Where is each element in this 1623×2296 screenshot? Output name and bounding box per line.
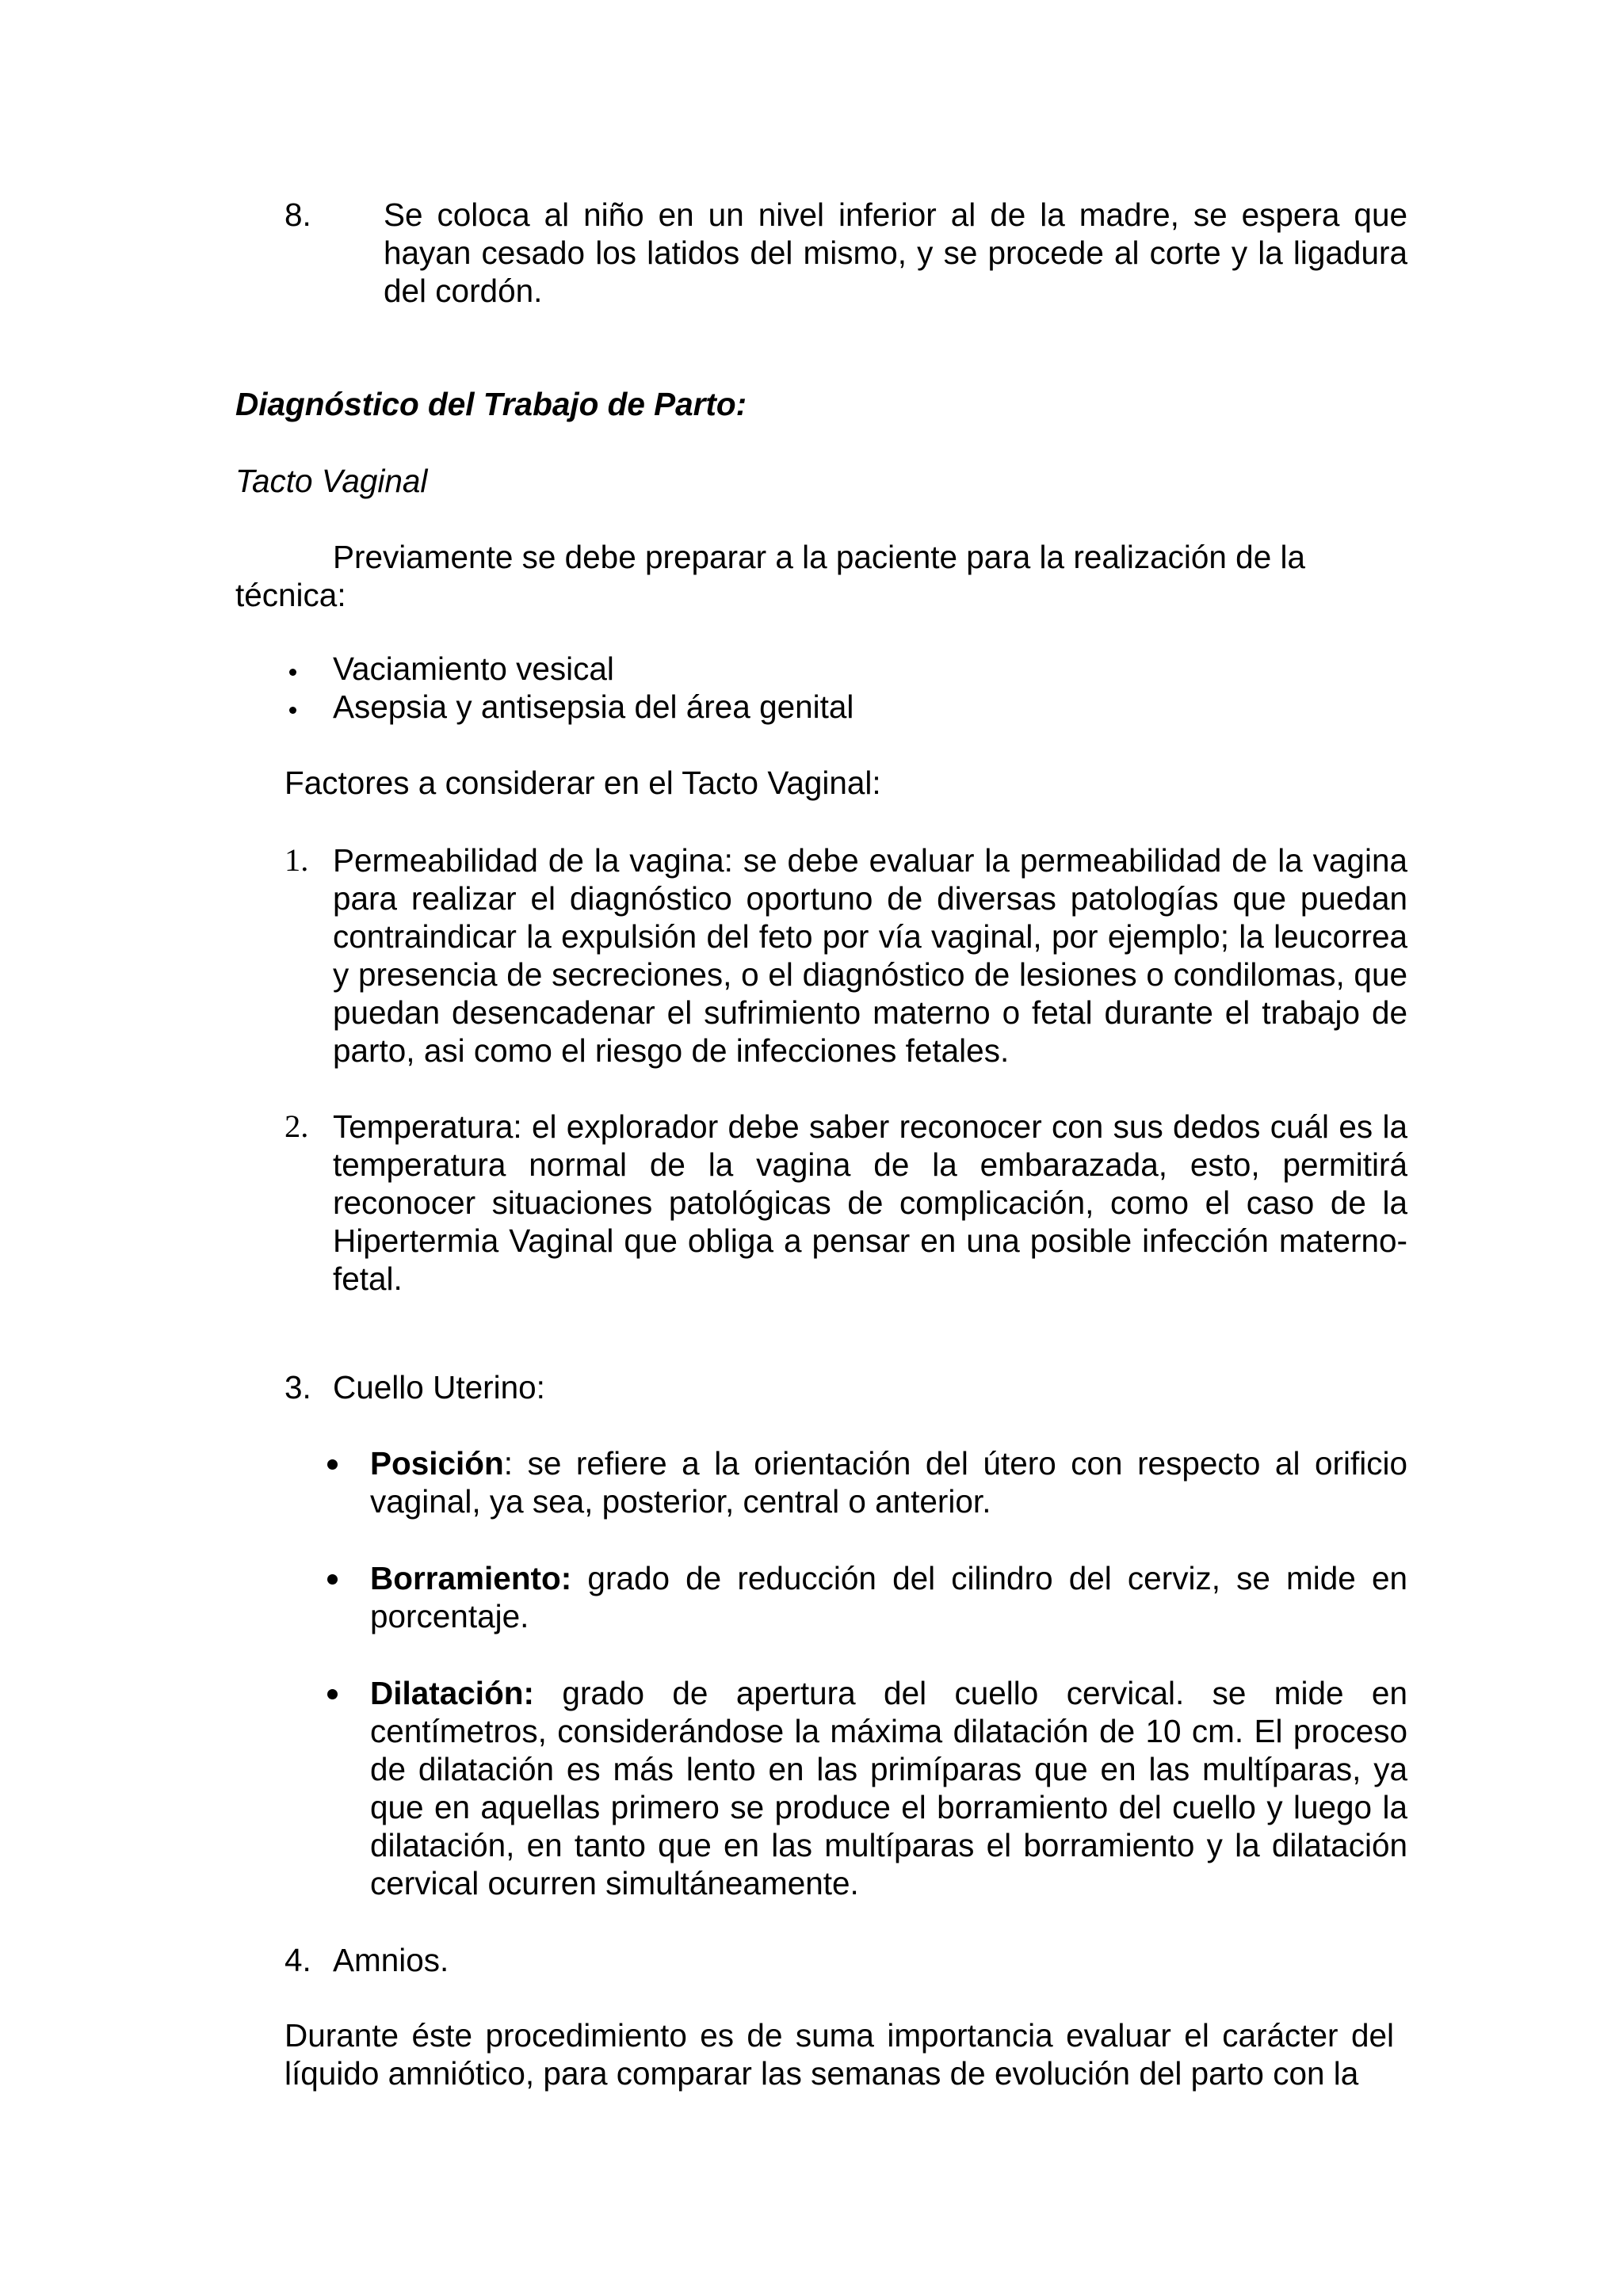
cervix-item-posicion — [370, 1444, 1407, 1520]
prep-item: Asepsia y antisepsia del área genital — [333, 688, 854, 725]
closing-paragraph: Durante éste procedimiento es de suma importancia evaluar el carácter del líquido amniótico, para comparar las semanas de evolución del parto con la — [285, 2017, 1394, 2092]
bullet-marker — [327, 1689, 338, 1699]
bullet-marker — [327, 1459, 338, 1470]
list-number: 4. — [285, 1942, 311, 1978]
factor-permeabilidad: Permeabilidad de la vagina: se debe evaluar la permeabilidad de la vagina para realizar el diagnóstico oportuno de diversas patologías que puedan contraindicar la expulsión del feto por vía vaginal, por ejemplo; la leucorrea y presencia de secreciones, o el diagnóstico de lesiones o condilomas, que puedan desencadenar el sufrimiento materno o fetal durante el trabajo de parto, asi como el riesgo de infecciones fetales. — [333, 842, 1407, 1069]
section-heading: Diagnóstico del Trabajo de Parto: — [235, 386, 747, 422]
list-item-8-text: Se coloca al niño en un nivel inferior al de la madre, se espera que hayan cesado los latidos del mismo, y se procede al corte y la ligadura del cordón. — [384, 196, 1407, 309]
subsection-heading: Tacto Vaginal — [235, 463, 428, 499]
list-number: 8. — [285, 196, 311, 233]
list-number: 3. — [285, 1369, 311, 1405]
list-number: 2. — [285, 1108, 309, 1144]
factor-temperatura: Temperatura: el explorador debe saber reconocer con sus dedos cuál es la temperatura normal de la vagina de la embarazada, esto, permitirá reconocer situaciones patológicas de complicación, como el caso de la Hipertermia Vaginal que obliga a pensar en una posible infección materno-fetal. — [333, 1108, 1407, 1297]
definition: grado de apertura del cuello cervical. se mide en centímetros, considerándose la máxima dilatación de 10 cm. El proceso de dilatación es más lento en las primíparas que en las multíparas, ya que en aquellas primero se produce el borramiento del cuello y luego la dilatación, en tanto que en las multíparas el borramiento y la dilatación cervical ocurren simultáneamente. — [370, 1675, 1407, 1901]
cervix-item-borramiento — [370, 1559, 1407, 1635]
term: Dilatación: — [370, 1675, 535, 1711]
bullet-marker — [327, 1574, 338, 1585]
factors-title: Factores a considerar en el Tacto Vaginal: — [285, 765, 881, 801]
bullet-marker — [289, 669, 296, 676]
term: Borramiento: — [370, 1560, 572, 1596]
factor-cuello-uterino: Cuello Uterino: — [333, 1369, 545, 1405]
term: Posición — [370, 1445, 504, 1482]
bullet-marker — [289, 707, 296, 714]
list-number: 1. — [285, 842, 309, 878]
factor-amnios: Amnios. — [333, 1942, 449, 1978]
definition: grado de reducción del cilindro del cerviz, se mide en porcentaje. — [370, 1560, 1407, 1634]
definition: : se refiere a la orientación del útero con respecto al orificio vaginal, ya sea, posterior, central o anterior. — [370, 1445, 1407, 1520]
intro-paragraph: Previamente se debe preparar a la paciente para la realización de la técnica: — [235, 539, 1306, 613]
cervix-item-dilatacion — [370, 1674, 1407, 1902]
prep-item: Vaciamiento vesical — [333, 650, 614, 687]
